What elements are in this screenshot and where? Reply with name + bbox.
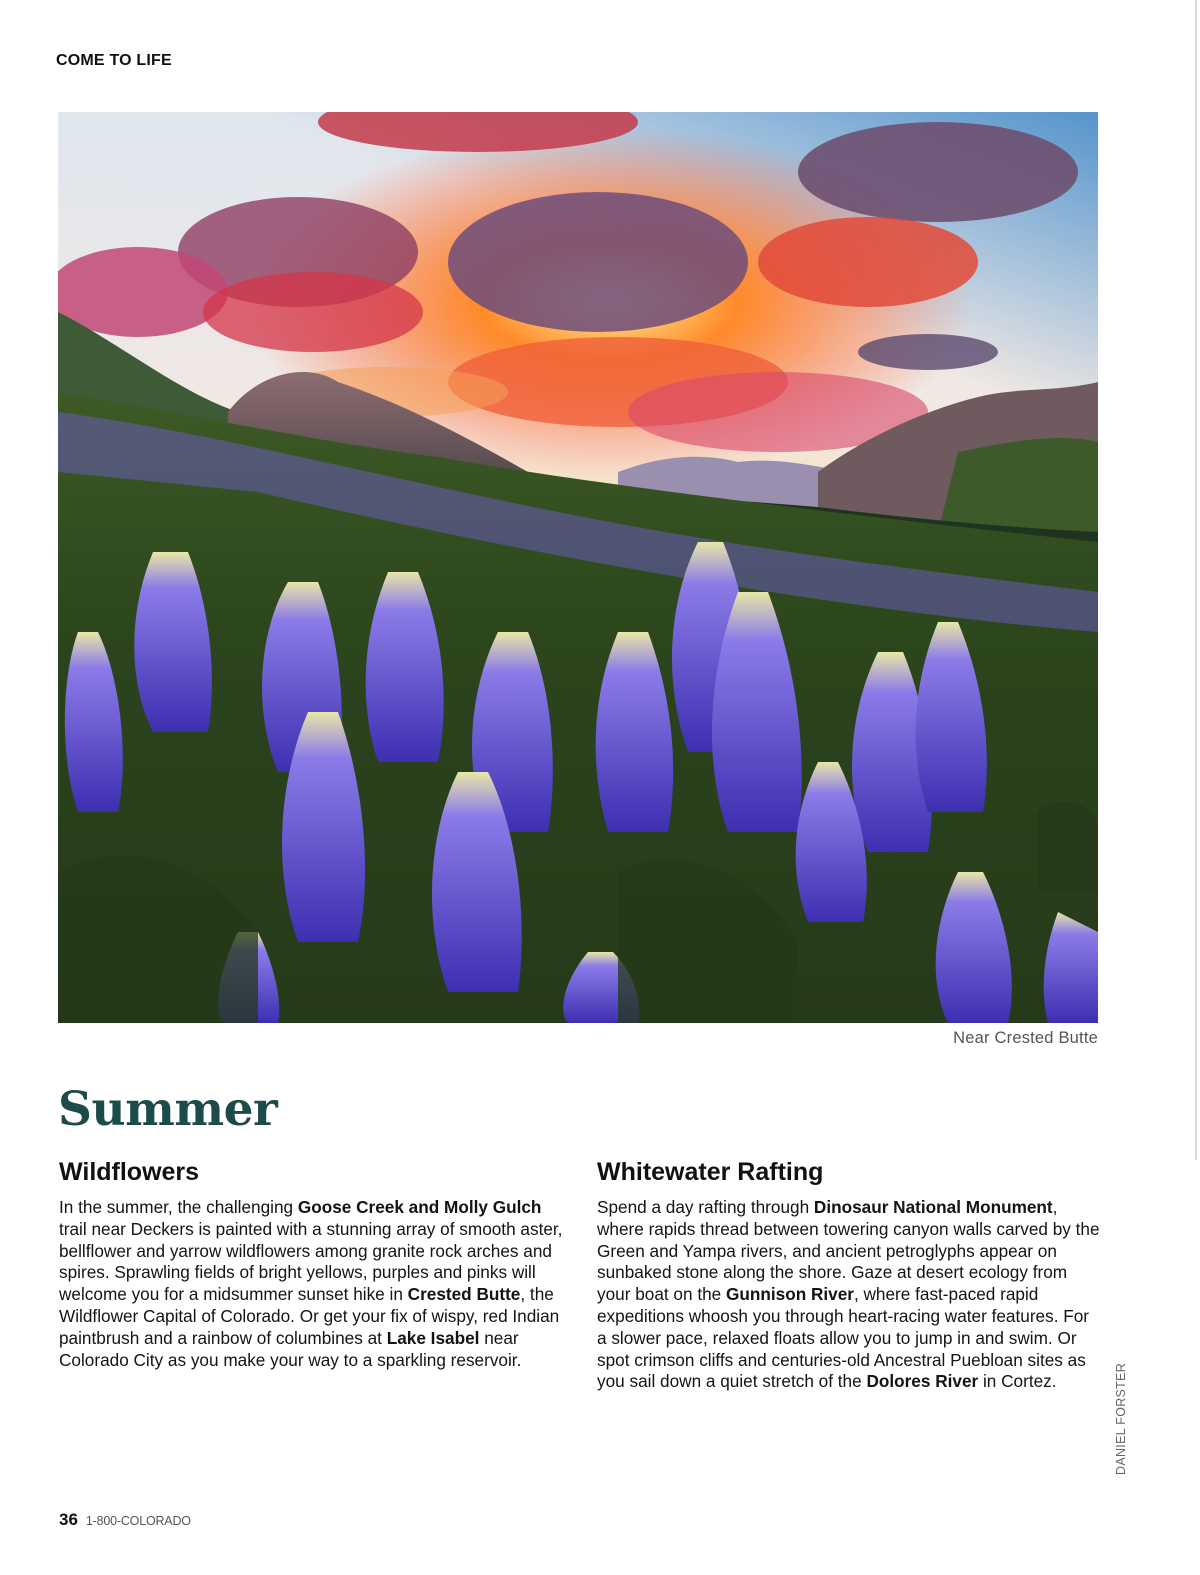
place-name: Lake Isabel — [386, 1327, 480, 1348]
place-name: Crested Butte — [407, 1284, 521, 1305]
page-footer — [59, 1510, 191, 1530]
article-body: Spend a day rafting through Dinosaur National Monument, where rapids thread between towering canyon walls carved by the Green and Yampa rivers, and ancient petroglyphs appear on sunbaked stone along the shore. Gaze at desert ecology from your boat on the Gunnison River, where fast-paced rapid expeditions whoosh you through heart-racing water features. For a slower pace, relaxed floats allow you to jump in and swim. Or spot crimson cliffs and centuries-old Ancestral Puebloan sites as you sail down a quiet stretch of the Dolores River in Cortez. — [597, 1197, 1100, 1392]
article-body: In the summer, the challenging Goose Creek and Molly Gulch trail near Deckers is painted with a stunning array of smooth aster, bellflower and yarrow wildflowers among granite rock arches and spires. Sprawling fields of bright yellows, purples and pinks will welcome you for a midsummer sunset hike in Crested Butte, the Wildflower Capital of Colorado. Or get your fix of wispy, red Indian paintbrush and a rainbow of columbines at Lake Isabel near Colorado City as you make your way to a sparkling reservoir. — [59, 1197, 563, 1370]
hero-photo — [58, 112, 1098, 1023]
section-label: COME TO LIFE — [56, 52, 172, 69]
article-whitewater-rafting — [597, 1158, 1102, 1393]
place-name: Gunnison River — [726, 1284, 854, 1305]
phone-number: 1-800-COLORADO — [85, 1514, 191, 1528]
article-wildflowers — [59, 1158, 564, 1371]
place-name: Goose Creek and Molly Gulch — [297, 1197, 542, 1217]
photo-credit: DANIEL FORSTER — [1114, 1362, 1128, 1475]
place-name: Dolores River — [866, 1371, 979, 1392]
article-heading: Wildflowers — [59, 1158, 200, 1186]
page-number: 36 — [59, 1510, 78, 1529]
place-name: Dinosaur National Monument — [813, 1197, 1053, 1217]
article-heading: Whitewater Rafting — [597, 1158, 824, 1186]
photo-caption: Near Crested Butte — [953, 1029, 1098, 1047]
season-title: Summer — [58, 1082, 278, 1137]
page-edge-line — [1195, 0, 1197, 1160]
